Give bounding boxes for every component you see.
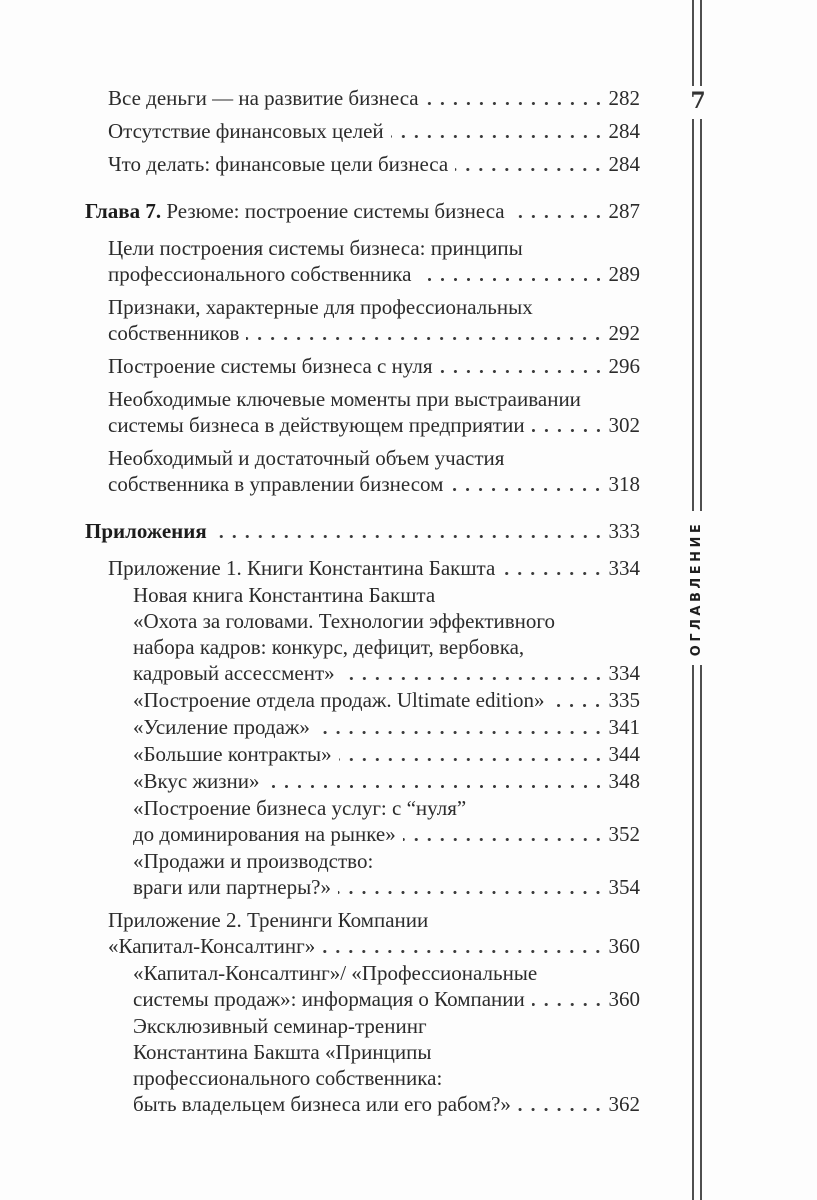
- toc-line: [133, 1091, 640, 1117]
- toc-line: [108, 907, 640, 933]
- entry-page-number: 352: [608, 822, 640, 846]
- entry-page-number: 284: [608, 119, 640, 143]
- entry-page-number: 333: [608, 519, 640, 543]
- toc-entry: [85, 151, 640, 177]
- toc-line: [108, 261, 640, 287]
- entry-text: до доминирования на рынке»: [133, 822, 396, 846]
- entry-text: профессионального собственника:: [133, 1066, 443, 1090]
- toc-line: [108, 386, 640, 412]
- entry-page-number: 296: [608, 354, 640, 378]
- entry-page-number: 287: [608, 199, 640, 223]
- dot-leader: [317, 714, 605, 740]
- entry-page-number: 292: [608, 321, 640, 345]
- dot-leader: [440, 353, 605, 379]
- toc-line: [133, 741, 640, 767]
- dot-leader: [214, 518, 605, 544]
- entry-text: собственника в управлении бизнесом: [108, 472, 444, 496]
- margin-rule-top: [692, 0, 702, 86]
- entry-page-number: 334: [608, 556, 640, 580]
- entry-text: Построение системы бизнеса с нуля: [108, 354, 433, 378]
- entry-text: собственников: [108, 321, 240, 345]
- entry-text: «Продажи и производство:: [133, 849, 374, 873]
- dot-leader: [532, 986, 605, 1012]
- toc-line: [133, 1065, 640, 1091]
- toc-line: [108, 85, 640, 111]
- toc-line: [133, 848, 640, 874]
- entry-text: быть владельцем бизнеса или его рабом?»: [133, 1092, 511, 1116]
- dot-leader: [246, 320, 604, 346]
- folio-page-number: 7: [690, 88, 706, 114]
- entry-text: «Капитал-Консалтинг»/ «Профессиональные: [133, 961, 538, 985]
- entry-text: Признаки, характерные для профессиональных: [108, 295, 533, 319]
- entry-page-number: 344: [608, 742, 640, 766]
- dot-leader: [419, 261, 605, 287]
- toc-line: [133, 660, 640, 686]
- dot-leader: [518, 1091, 605, 1117]
- entry-page-number: 302: [608, 413, 640, 437]
- toc-entry: [85, 907, 640, 959]
- entry-page-number: 341: [608, 715, 640, 739]
- toc-line: [133, 714, 640, 740]
- entry-page-number: 318: [608, 472, 640, 496]
- toc-line: [108, 235, 640, 261]
- toc-line: [108, 118, 640, 144]
- toc-entry: [85, 85, 640, 111]
- entry-page-number: 282: [608, 86, 640, 110]
- toc-line: [133, 1013, 640, 1039]
- entry-text: набора кадров: конкурс, дефицит, вербовка,: [133, 635, 525, 659]
- toc-entry: [85, 714, 640, 740]
- entry-bold-prefix: Приложения: [85, 519, 207, 543]
- entry-text: Что делать: финансовые цели бизнеса: [108, 152, 449, 176]
- dot-leader: [450, 471, 604, 497]
- entry-text: «Построение бизнеса услуг: с “нуля”: [133, 796, 467, 820]
- entry-text: «Построение отдела продаж. Ultimate edition»: [133, 688, 545, 712]
- toc-line: [133, 687, 640, 713]
- entry-text: [85, 518, 207, 544]
- dot-leader: [342, 660, 605, 686]
- entry-text: системы продаж»: информация о Компании: [133, 987, 525, 1011]
- entry-text: профессионального собственника: [108, 262, 412, 286]
- entry-text: Эксклюзивный семинар-тренинг: [133, 1014, 427, 1038]
- toc-entry: [85, 768, 640, 794]
- toc-entry: [85, 386, 640, 438]
- entry-text: «Охота за головами. Технологии эффективного: [133, 609, 555, 633]
- entry-page-number: 348: [608, 769, 640, 793]
- toc-entry: [85, 555, 640, 581]
- entry-text: Глава 7. Резюме: построение системы бизнеса: [85, 199, 505, 223]
- dot-leader: [403, 821, 605, 847]
- toc-entry: [85, 445, 640, 497]
- entry-text: «Усиление продаж»: [133, 715, 310, 739]
- toc-line: [133, 795, 640, 821]
- toc-line: [108, 353, 640, 379]
- entry-text: Необходимый и достаточный объем участия: [108, 446, 505, 470]
- entry-text: Необходимые ключевые моменты при выстраивании: [108, 387, 581, 411]
- toc-line: [133, 874, 640, 900]
- toc-entry: [85, 235, 640, 287]
- toc-line: [108, 933, 640, 959]
- toc-line: [108, 445, 640, 471]
- entry-page-number: 360: [608, 987, 640, 1011]
- entry-bold-prefix: Глава 7.: [85, 199, 162, 223]
- entry-page-number: 334: [608, 661, 640, 685]
- toc-line: [133, 634, 640, 660]
- toc-line: [133, 986, 640, 1012]
- entry-page-number: 284: [608, 152, 640, 176]
- entry-text: Новая книга Константина Бакшта: [133, 583, 436, 607]
- entry-text: кадровый ассессмент»: [133, 661, 335, 685]
- toc-line: [108, 471, 640, 497]
- entry-text: «Большие контракты»: [133, 742, 332, 766]
- entry-page-number: 335: [608, 688, 640, 712]
- entry-text: Приложение 2. Тренинги Компании: [108, 908, 429, 932]
- toc-line: [108, 320, 640, 346]
- toc-entry: [85, 795, 640, 847]
- dot-leader: [426, 85, 605, 111]
- entry-text: «Капитал-Консалтинг»: [108, 934, 316, 958]
- entry-text: Отсутствие финансовых целей: [108, 119, 384, 143]
- toc-entry: [85, 848, 640, 900]
- toc-line: [108, 412, 640, 438]
- toc-entry: [85, 741, 640, 767]
- margin-rule-middle: [692, 119, 702, 511]
- entry-text: системы бизнеса в действующем предприятии: [108, 413, 525, 437]
- entry-page-number: 289: [608, 262, 640, 286]
- toc-line: [85, 198, 640, 224]
- dot-leader: [391, 118, 605, 144]
- toc-line: [133, 1039, 640, 1065]
- toc-line: [85, 518, 640, 544]
- toc-entry: [85, 1013, 640, 1117]
- toc-list: [85, 85, 640, 1117]
- toc-entry: [85, 687, 640, 713]
- toc-line: [133, 821, 640, 847]
- dot-leader: [267, 768, 605, 794]
- toc-entry: [85, 198, 640, 224]
- toc-line: [133, 768, 640, 794]
- dot-leader: [502, 555, 604, 581]
- entry-text: враги или партнеры?»: [133, 875, 331, 899]
- toc-entry: [85, 582, 640, 686]
- entry-page-number: 362: [608, 1092, 640, 1116]
- toc-entry: [85, 518, 640, 544]
- margin-rule-bottom: [692, 665, 702, 1200]
- toc-line: [108, 294, 640, 320]
- entry-text: Цели построения системы бизнеса: принципы: [108, 236, 523, 260]
- dot-leader: [532, 412, 605, 438]
- entry-text: Все деньги — на развитие бизнеса: [108, 86, 419, 110]
- dot-leader: [455, 151, 604, 177]
- margin-label-text: ОГЛАВЛЕНИЕ: [689, 520, 705, 656]
- entry-text: «Вкус жизни»: [133, 769, 260, 793]
- toc-line: [133, 608, 640, 634]
- entry-page-number: 354: [608, 875, 640, 899]
- dot-leader: [339, 741, 605, 767]
- toc-line: [108, 555, 640, 581]
- entry-text: Константина Бакшта «Принципы: [133, 1040, 432, 1064]
- dot-leader: [512, 198, 605, 224]
- dot-leader: [322, 933, 604, 959]
- toc-entry: [85, 294, 640, 346]
- margin-label: [682, 511, 712, 665]
- toc-line: [108, 151, 640, 177]
- toc-line: [133, 960, 640, 986]
- dot-leader: [338, 874, 605, 900]
- entry-page-number: 360: [608, 934, 640, 958]
- entry-text: Приложение 1. Книги Константина Бакшта: [108, 556, 496, 580]
- toc-entry: [85, 353, 640, 379]
- toc-entry: [85, 960, 640, 1012]
- toc-line: [133, 582, 640, 608]
- toc-entry: [85, 118, 640, 144]
- dot-leader: [551, 687, 604, 713]
